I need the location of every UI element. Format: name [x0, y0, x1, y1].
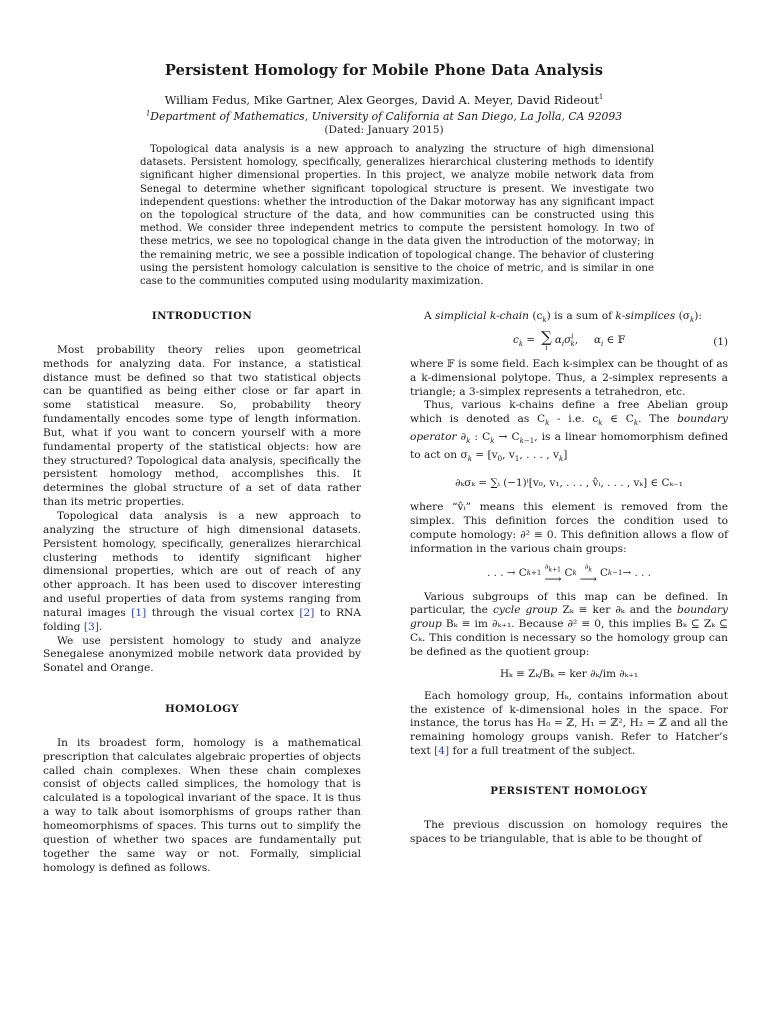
bo-j: , v: [502, 449, 515, 462]
hg-a: Each homology group, Hₖ, contains information about the existence of k-dimensional holes in the space. For instance, the torus has H₀ = ℤ, H₁ = ℤ², H₂ = ℤ and all the remaining homology groups vanish. Refer to Hatcher’s text: [410, 689, 728, 758]
affiliation-mark: 1: [145, 109, 151, 118]
section-heading-persistent-homology: PERSISTENT HOMOLOGY: [490, 785, 648, 797]
author-affiliation-mark: 1: [598, 93, 604, 102]
intro-p2-text-b: through the visual cortex: [146, 606, 300, 619]
term-cycle-group: cycle group: [492, 604, 558, 617]
arrow1-label: ∂: [544, 563, 549, 572]
equation-number-1: (1): [713, 336, 728, 349]
removed-element-paragraph: where “v̂ᵢ” means this element is removed from the simplex. This definition forces the condition used to compute homology: ∂² ≡ 0. This definition allows a flow of information in the various chain groups:: [410, 501, 728, 555]
field-paragraph: where 𝔽 is some field. Each k-simplex can be thought of as a k-dimensional polytope. Thus, a 2-simplex represents a triangle; a 3-simplex represents a tetrahedron, etc.: [410, 357, 728, 398]
sub-c: Bₖ ≡ im ∂ₖ₊₁. Because ∂² ≡ 0, this implies Bₖ ⊆ Zₖ ⊆ Cₖ. This condition is necessary so the homology group can be defined as the quotient group:: [410, 618, 728, 658]
intro-p2-text-a: Topological data analysis is a new approach to analyzing the structure of high dimensional datasets. Persistent homology, specifically, generalizes hierarchical clustering methods to identify significant higher dimensional properties, which are out of reach of any other approach. It has been used to discover interesting and useful properties of data from systems ranging from natural images: [43, 509, 361, 619]
section-heading-homology: HOMOLOGY: [165, 703, 239, 716]
homology-group-paragraph: [410, 690, 728, 759]
right-column: [410, 310, 728, 847]
section-heading-introduction: INTRODUCTION: [151, 310, 253, 322]
chain-definition-paragraph: A simplicial k-chain $(c_k)$ is a sum of k-simplices $(\sigma_k)$:: [424, 310, 702, 325]
citation-link-2[interactable]: [2]: [299, 606, 315, 619]
chain-def-a: A: [424, 310, 436, 322]
bo-k: , . . . , v: [519, 449, 560, 462]
intro-paragraph-3: We use persistent homology to study and analyze Senegalese anonymized mobile network data provided by Sonatel and Orange.: [43, 634, 361, 675]
sub-a: Various subgroups of this map can be defined. In particular, the: [410, 590, 728, 617]
abstract: Topological data analysis is a new approach to analyzing the structure of high dimensional datasets. Persistent homology, specifically, generalizes hierarchical clustering methods to identify significant higher dimensional properties. In this project, we analyze mobile network data from Senegal to determine whether significant topological structure is present. We investigate two independent questions: whether the introduction of the Dakar motorway has any significant impact on the topological structure of the data, and how communities can be constructed using this method. We consider three independent metrics to compute the persistent homology. In two of these metrics, we see no topological change in the data given the introduction of the motorway; in the remaining metric, we see a possible indication of topological change. The behavior of clustering using the persistent homology calculation is sensitive to the choice of metric, and is similar in one case to the communities computed using modularity maximization.: [140, 144, 654, 288]
hg-b: for a full treatment of the subject.: [449, 745, 636, 758]
subgroups-paragraph: [410, 591, 728, 660]
eq1-cond-alpha: α: [594, 333, 602, 346]
equation-boundary: ∂ₖσₖ = ∑ᵢ (−1)ⁱ[v₀, v₁, . . . , v̂ᵢ, . . . , vₖ] ∈ Cₖ₋₁: [455, 477, 683, 490]
persistent-homology-paragraph-1: The previous discussion on homology requires the spaces to be triangulable, that is able to be thought of: [410, 818, 728, 845]
bo-a: Thus, various k-chains define a free Abelian group which is denoted as C: [410, 399, 728, 426]
chain-def-e: ):: [694, 310, 702, 322]
sub-b: Zₖ ≡ ker ∂ₖ and the: [557, 604, 678, 617]
eq1-lhs: c: [513, 333, 519, 346]
bo-e: ∂: [456, 431, 467, 444]
long-arrow-icon: ⟶: [579, 571, 597, 586]
equation-1: $c_k$ = ∑ i $\alpha_i\sigma^i_k$, $\alpha_i$ ∈ 𝔽 (1): [513, 327, 728, 352]
term-simplicial-k-chain: simplicial k-chain: [435, 310, 529, 322]
chain-def-c: ) is a sum of: [546, 310, 616, 322]
intro-p2-text-c: to RNA folding: [43, 606, 361, 633]
chain-def-b: (c: [528, 310, 543, 322]
intro-paragraph-2: [43, 510, 361, 635]
bo-b: - i.e. c: [549, 413, 599, 426]
homology-paragraph-1: In its broadest form, homology is a mathematical prescription that calculates algebraic properties of objects called chain complexes. When these chain complexes consist of objects called simplices, the homology that is calculated is a topological invariant of the space. It is thus a way to talk about isomorphisms of groups rather than homeomorphisms of spaces. This turns out to simplify the question of whether two spaces are fundamentally put together the same way or not. Formally, simplicial homology is defined as follows.: [43, 736, 361, 874]
eq1-cond-rest: ∈ 𝔽: [603, 333, 625, 346]
term-boundary-group: boundary group: [410, 604, 728, 631]
term-k-simplices: k-simplices: [615, 310, 676, 322]
left-column: [43, 310, 361, 875]
date-line: (Dated: January 2015): [324, 124, 444, 136]
intro-paragraph-1: Most probability theory relies upon geometrical methods for analyzing data. For instance, a statistical distance must be defined so that two statistical objects can be quantified as being either close or far apart in some statistical measure. So, probability theory fundamentally encodes some type of length information. But, what if you want to concern yourself with a more fundamental property of the statistical objects: how are they structured? Topological data analysis, specifically the persistent homology method, accomplishes this. It determines the global structure of a set of data rather than its metric properties.: [43, 343, 361, 509]
bo-h: , is a linear homomorphism defined to act on σ: [410, 431, 728, 462]
summation-index: i: [545, 343, 548, 352]
arrow2-label: ∂: [584, 563, 589, 572]
citation-link-4[interactable]: [4]: [434, 745, 450, 758]
summation-symbol: ∑: [541, 327, 552, 346]
bo-f: : C: [470, 431, 491, 444]
citation-link-3[interactable]: [3]: [83, 620, 99, 633]
seq-mid: C: [564, 566, 573, 579]
seq-end: C: [599, 566, 608, 579]
affiliation: [0, 110, 768, 123]
citation-link-1[interactable]: [1]: [131, 606, 147, 619]
long-arrow-icon: ⟶: [544, 571, 562, 586]
bo-l: ]: [563, 449, 568, 462]
equation-homology-group: Hₖ ≡ Zₖ/Bₖ = ker ∂ₖ/im ∂ₖ₊₁: [499, 667, 639, 680]
chain-def-d: (σ: [675, 310, 690, 322]
bo-d: . The: [638, 413, 678, 426]
boundary-operator-paragraph: Thus, various k-chains define a free Abelian group which is denoted as $C_k - i.e$. $c_k$ ∈ $C_k$. The boundary operator $\partial_k$ : $C_k \to C_{k-1}$, is a linear homomorphism defined to act on $\sigma_k = [v_0$, $v_1$, . . . , $v_k$]: [410, 399, 729, 464]
author-names: William Fedus, Mike Gartner, Alex Georges, David A. Meyer, David Rideout: [164, 93, 599, 107]
bo-i: = [v: [471, 449, 498, 462]
affiliation-text: Department of Mathematics, University of California at San Diego, La Jolla, CA 92093: [150, 110, 623, 123]
seq-tail: → . . .: [622, 566, 652, 579]
intro-p2-text-d: .: [98, 620, 103, 633]
eq1-equals: =: [523, 333, 536, 346]
term-boundary-operator: boundary operator: [410, 413, 729, 444]
equation-chain-sequence: . . . → C k+1 $\partial_{k+1}$ ⟶ C k $\partial_k$ ⟶ C k−1 → . . .: [486, 563, 652, 586]
seq-start: . . . → C: [486, 566, 527, 579]
author-list: [0, 93, 768, 107]
bo-g: → C: [494, 431, 520, 444]
paper-title: Persistent Homology for Mobile Phone Data Analysis: [164, 62, 604, 79]
eq1-alpha: α: [554, 333, 562, 346]
bo-c: ∈ C: [602, 413, 634, 426]
